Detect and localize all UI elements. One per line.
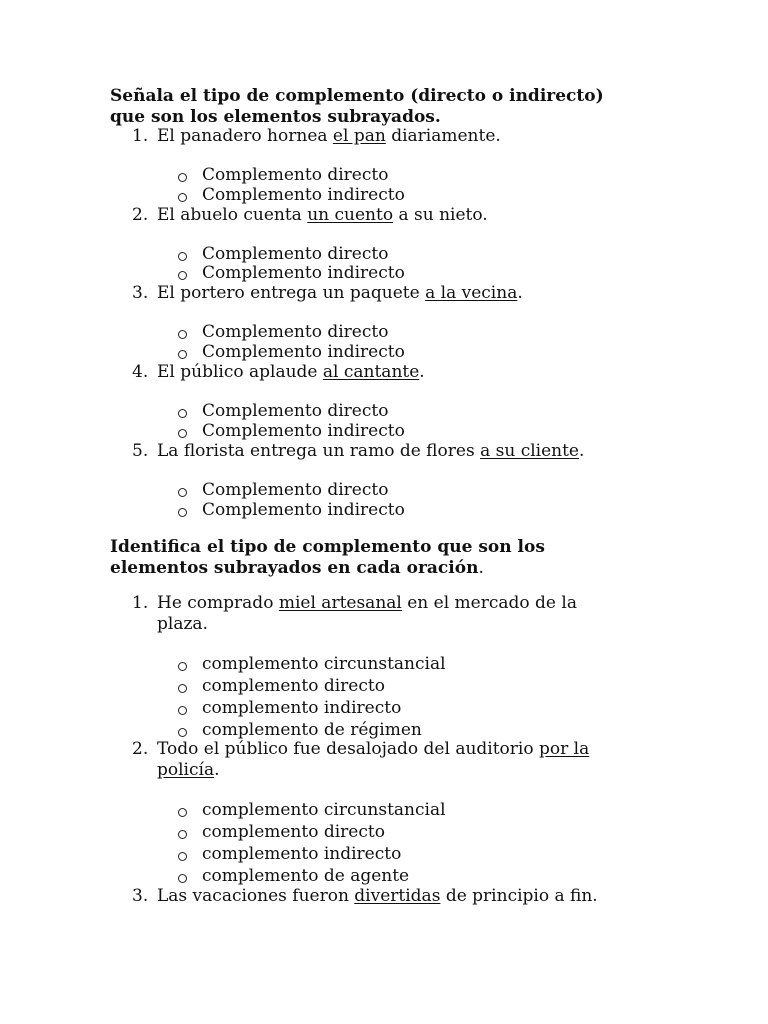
item-number: 2. [132,739,149,759]
s2-item-2 [132,739,652,781]
circle-bullet-icon [178,728,187,737]
sentence-text: de principio a fin. [440,886,598,906]
section2-title-line2: elementos subrayados en cada oración [110,558,479,578]
circle-bullet-icon [178,684,187,693]
underlined-element: al cantante [322,362,420,382]
option-label: complemento directo [202,676,385,696]
underlined-element: el pan [332,126,386,146]
option-label: complemento indirecto [202,698,402,718]
underlined-element: a la vecina [425,283,518,303]
sentence-text: en el mercado de la [401,593,577,613]
option-label: Complemento indirecto [202,263,405,283]
sentence-text: Las vacaciones fueron [157,886,355,906]
item-number: 5. [132,441,149,461]
circle-bullet-icon [178,330,187,339]
sentence-text: La florista entrega un ramo de flores [157,441,481,461]
option-radio[interactable] [178,866,409,886]
underlined-element: un cuento [307,205,394,225]
s1-item-1 [132,126,652,147]
section1-title-line2: que son los elementos subrayados. [110,107,441,127]
circle-bullet-icon [178,193,187,202]
circle-bullet-icon [178,429,187,438]
option-radio[interactable] [178,401,388,421]
option-radio[interactable] [178,244,388,264]
s1-item-3 [132,283,652,304]
circle-bullet-icon [178,706,187,715]
sentence-continuation [132,760,652,781]
sentence-text: El abuelo cuenta [157,205,308,225]
sentence-text: He comprado [157,593,279,613]
section2-title-end: . [478,558,484,578]
option-label: Complemento directo [202,165,389,185]
option-radio[interactable] [178,342,405,362]
option-label: Complemento directo [202,401,389,421]
circle-bullet-icon [178,409,187,418]
sentence-text: El portero entrega un paquete [157,283,426,303]
option-radio[interactable] [178,480,388,500]
item-number: 1. [132,593,149,613]
option-label: Complemento directo [202,480,389,500]
option-radio[interactable] [178,185,405,205]
option-radio[interactable] [178,844,401,864]
option-label: complemento directo [202,822,385,842]
sentence-text: . [517,283,523,303]
circle-bullet-icon [178,808,187,817]
sentence-text: . [579,441,585,461]
option-radio[interactable] [178,322,388,342]
circle-bullet-icon [178,662,187,671]
section1-title [110,86,670,128]
circle-bullet-icon [178,508,187,517]
option-label: complemento de régimen [202,720,422,740]
section1-title-line1: Señala el tipo de complemento (directo o indirecto) [110,86,604,106]
circle-bullet-icon [178,874,187,883]
sentence-text: a su nieto. [393,205,488,225]
sentence-text: . [419,362,425,382]
underlined-element: por la [539,739,590,759]
item-number: 3. [132,283,149,303]
circle-bullet-icon [178,852,187,861]
item-number: 1. [132,126,149,146]
option-label: complemento indirecto [202,844,402,864]
circle-bullet-icon [178,488,187,497]
option-radio[interactable] [178,800,446,820]
option-label: complemento circunstancial [202,654,446,674]
sentence-text: diariamente. [385,126,501,146]
option-radio[interactable] [178,654,446,674]
underlined-element: divertidas [354,886,441,906]
sentence-text: . [214,760,220,780]
sentence-text: Todo el público fue desalojado del auditorio [157,739,539,759]
option-label: Complemento indirecto [202,421,405,441]
section2-title-line1: Identifica el tipo de complemento que son los [110,537,545,557]
s1-item-5 [132,441,652,462]
item-number: 4. [132,362,149,382]
option-label: Complemento indirecto [202,342,405,362]
option-label: Complemento indirecto [202,500,405,520]
circle-bullet-icon [178,173,187,182]
s2-item-1 [132,593,652,635]
sentence-text: El panadero hornea [157,126,333,146]
circle-bullet-icon [178,252,187,261]
s2-item-3 [132,886,652,907]
section2-title [110,537,670,579]
s1-item-2 [132,205,652,226]
circle-bullet-icon [178,271,187,280]
option-radio[interactable] [178,421,405,441]
option-radio[interactable] [178,165,388,185]
underlined-element: a su cliente [480,441,579,461]
option-radio[interactable] [178,263,405,283]
option-label: complemento circunstancial [202,800,446,820]
item-number: 3. [132,886,149,906]
option-label: Complemento indirecto [202,185,405,205]
option-radio[interactable] [178,822,385,842]
option-radio[interactable] [178,500,405,520]
option-radio[interactable] [178,720,422,740]
sentence-text: El público aplaude [157,362,323,382]
option-radio[interactable] [178,698,401,718]
circle-bullet-icon [178,830,187,839]
underlined-element: miel artesanal [278,593,402,613]
item-number: 2. [132,205,149,225]
underlined-element: policía [157,760,215,780]
option-label: complemento de agente [202,866,410,886]
option-label: Complemento directo [202,322,389,342]
circle-bullet-icon [178,350,187,359]
sentence-continuation: plaza. [157,614,208,634]
s1-item-4 [132,362,652,383]
option-label: Complemento directo [202,244,389,264]
option-radio[interactable] [178,676,385,696]
